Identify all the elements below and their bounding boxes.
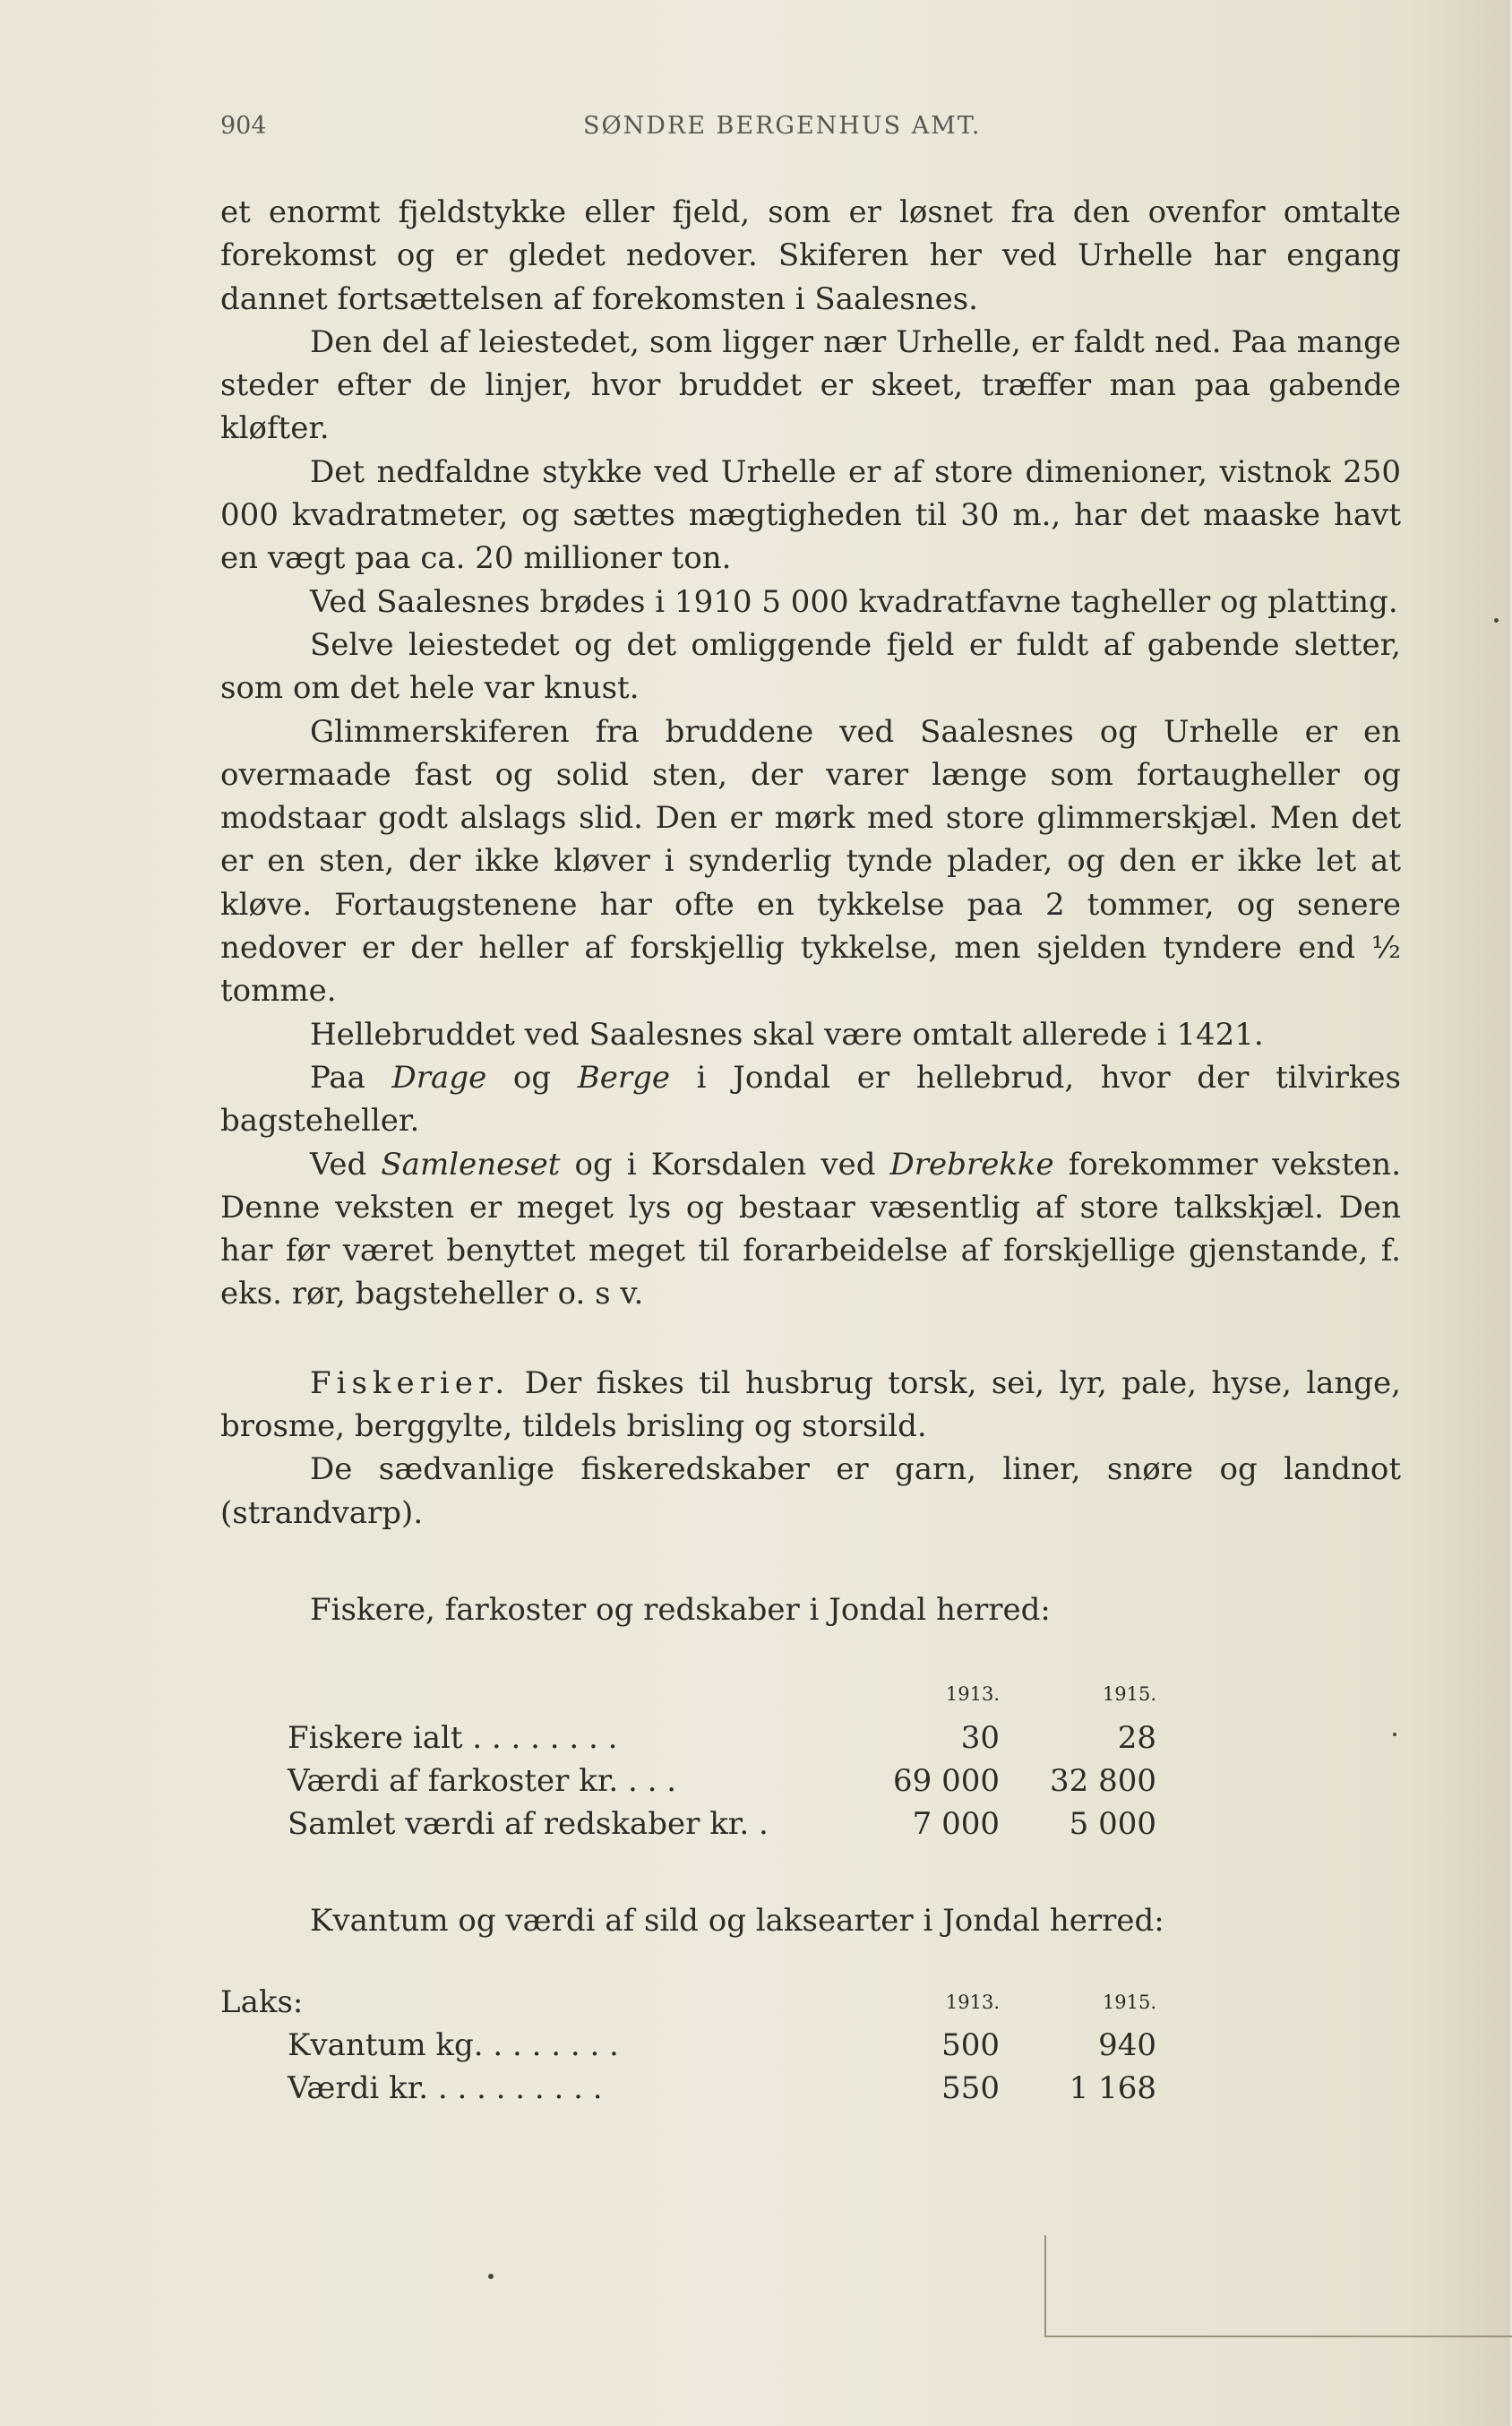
table-caption: Kvantum og værdi af sild og laksearter i Jondal herred: [310, 1903, 1164, 1940]
value-1915: 1 168 [1069, 2070, 1156, 2107]
table-row [288, 1802, 1156, 1845]
text-run: Der fiskes til husbrug torsk, sei, lyr, pale, hyse, lange, brosme, berggylte, tildels brisling og storsild. [220, 1364, 1401, 1445]
row-label: Samlet værdi af redskaber kr. . [288, 1806, 769, 1843]
section-gap [220, 1316, 1401, 1362]
value-1913: 550 [941, 2070, 1000, 2107]
place-name: Drebrekke [889, 1146, 1054, 1183]
text-run: og i Korsdalen ved [560, 1146, 890, 1183]
group-label-text: Laks: [220, 1983, 304, 2020]
year-header: 1915. [1102, 1991, 1156, 2013]
salmon-table [220, 1981, 1156, 2111]
ink-speck [488, 2274, 494, 2279]
body-text [220, 191, 1401, 2111]
paragraph: Selve leiestedet og det omliggende fjeld er fuldt af gabende sletter, som om det hele var knust. [220, 626, 1401, 707]
paragraph: Ved Saalesnes brødes i 1910 5 000 kvadratfavne tagheller og platting. [310, 583, 1398, 620]
value-1913: 500 [941, 2026, 1000, 2063]
year-header: 1913. [945, 1683, 1000, 1706]
table-header-row [288, 1981, 1156, 2024]
year-header: 1915. [1102, 1683, 1156, 1706]
paper-fold-mark [1044, 2235, 1512, 2337]
place-name: Samleneset [381, 1146, 561, 1183]
paragraph-samleneset [220, 1143, 1401, 1316]
group-label [220, 1981, 870, 2024]
text-run: Paa [310, 1059, 392, 1096]
paragraph: Glimmerskiferen fra bruddene ved Saalesnes og Urhelle er en overmaade fast og solid sten, der varer længe som fortaugheller og modstaar godt alslags slid. Den er mørk med store glimmerskjæl. Men det er en sten, der ikke kløver i synderlig tynde plader, og den er ikke let at kløve. Fortaugstenene har ofte en tykkelse paa 2 tommer, og senere nedover er der heller af forskjellig tykkelse, men sjelden tyndere end ½ tomme. [220, 713, 1401, 1010]
place-name: Berge [577, 1059, 671, 1096]
table-row [288, 2067, 1156, 2110]
section-heading: Fiskerier. [310, 1364, 511, 1401]
table-caption: Fiskere, farkoster og redskaber i Jondal herred: [310, 1591, 1051, 1628]
paragraph: Den del af leiestedet, som ligger nær Urhelle, er faldt ned. Paa mange steder efter de linjer, hvor bruddet er skeet, træffer man paa gabende kløfter. [220, 323, 1401, 447]
row-label: Værdi kr. . . . . . . . . . [288, 2070, 603, 2107]
ink-speck [1393, 1733, 1396, 1736]
paragraph: et enormt fjeldstykke eller fjeld, som er løsnet fra den ovenfor omtalte forekomst og er gledet nedover. Skiferen her ved Urhelle har engang dannet fortsættelsen af forekomsten i Saalesnes. [220, 194, 1401, 317]
value-1913: 69 000 [893, 1762, 1000, 1799]
value-1915: 940 [1098, 2026, 1156, 2063]
year-header: 1913. [945, 1991, 1000, 2013]
value-1915: 28 [1117, 1719, 1156, 1756]
fishers-table [288, 1673, 1156, 1845]
paragraph-fisheries [220, 1362, 1401, 1449]
page-number: 904 [220, 112, 267, 140]
page-header [220, 112, 1403, 151]
running-title: SØNDRE BERGENHUS AMT. [583, 112, 982, 140]
text-run: Ved [310, 1146, 382, 1183]
row-label: Fiskere ialt . . . . . . . . [288, 1719, 618, 1756]
table-row [288, 2024, 1156, 2067]
paragraph-drage [220, 1056, 1401, 1143]
paragraph: Hellebruddet ved Saalesnes skal være omtalt allerede i 1421. [310, 1016, 1264, 1053]
text-run: i Jondal er hellebrud, hvor der tilvirkes bagsteheller. [220, 1059, 1401, 1140]
value-1913: 7 000 [912, 1806, 1000, 1843]
table-cell [288, 1673, 870, 1716]
paragraph: De sædvanlige fiskeredskaber er garn, liner, snøre og landnot (strandvarp). [220, 1451, 1401, 1531]
value-1913: 30 [960, 1719, 1000, 1756]
row-label: Kvantum kg. . . . . . . . [288, 2026, 619, 2063]
value-1915: 5 000 [1069, 1806, 1156, 1843]
value-1915: 32 800 [1050, 1762, 1156, 1799]
text-run: forekommer veksten. Denne veksten er meget lys og bestaar væsentlig af store talkskjæl. Den har før været benyttet meget til forarbeidelse af forskjellige gjenstande, f. eks. rør, bagsteheller o. s v. [220, 1146, 1401, 1312]
table-header-row [288, 1673, 1156, 1716]
paragraph: Det nedfaldne stykke ved Urhelle er af store dimenioner, vistnok 250 000 kvadratmeter, og sættes mægtigheden til 30 m., har det maaske havt en vægt paa ca. 20 millioner ton. [220, 453, 1401, 577]
table-row [288, 1759, 1156, 1802]
place-name: Drage [391, 1059, 487, 1096]
text-run: og [486, 1059, 578, 1096]
ink-speck [1494, 618, 1499, 623]
row-label: Værdi af farkoster kr. . . . [288, 1762, 676, 1799]
table-row [288, 1716, 1156, 1759]
